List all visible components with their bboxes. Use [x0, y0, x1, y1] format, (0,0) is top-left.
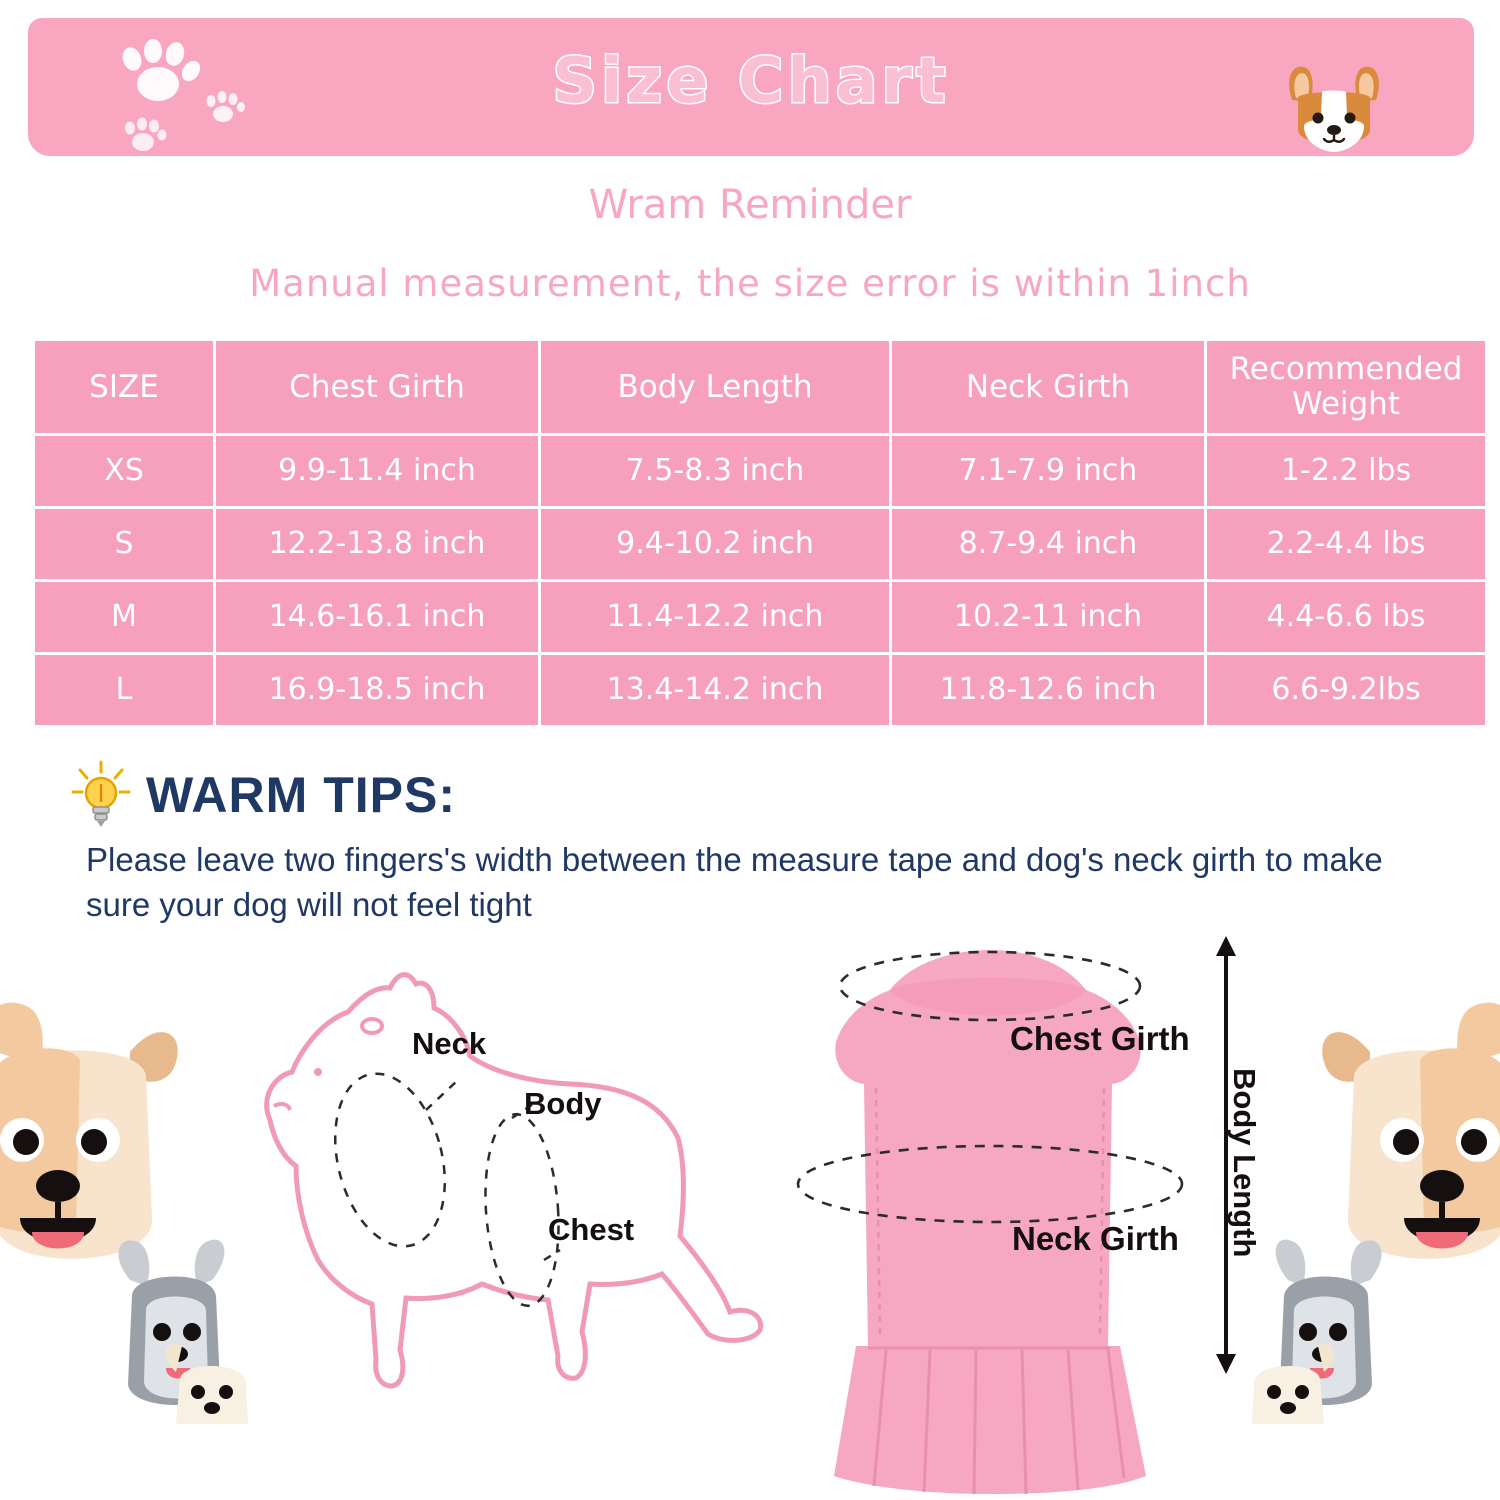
column-header-neck-girth: Neck Girth	[892, 341, 1204, 433]
cell-size: M	[35, 582, 213, 652]
column-header-body-length: Body Length	[541, 341, 889, 433]
cell-recommended-weight: 2.2-4.4 lbs	[1207, 509, 1485, 579]
cartoon-dog-icon	[0, 980, 250, 1430]
cell-chest-girth: 12.2-13.8 inch	[216, 509, 538, 579]
cell-size: L	[35, 655, 213, 725]
table-row	[35, 509, 1485, 579]
illustration-area	[0, 930, 1500, 1500]
label-body-length: Body Length	[1227, 1068, 1262, 1258]
warm-tips-title: WARM TIPS:	[146, 767, 456, 823]
lightbulb-icon	[70, 760, 132, 830]
cartoon-dog-icon	[1250, 980, 1500, 1430]
cell-body-length: 13.4-14.2 inch	[541, 655, 889, 725]
label-neck: Neck	[412, 1026, 487, 1061]
reminder-subtitle: Manual measurement, the size error is within 1inch	[249, 262, 1251, 305]
corgi-icon	[1274, 56, 1394, 156]
cell-recommended-weight: 4.4-6.6 lbs	[1207, 582, 1485, 652]
cell-chest-girth: 14.6-16.1 inch	[216, 582, 538, 652]
table-row	[35, 436, 1485, 506]
cell-neck-girth: 8.7-9.4 inch	[892, 509, 1204, 579]
label-chest-girth: Chest Girth	[1010, 1020, 1190, 1057]
label-chest: Chest	[548, 1212, 635, 1247]
column-header-recommended-weight: Recommended Weight	[1207, 341, 1485, 433]
cell-neck-girth: 7.1-7.9 inch	[892, 436, 1204, 506]
cell-size: XS	[35, 436, 213, 506]
column-header-size: SIZE	[35, 341, 213, 433]
column-header-chest-girth: Chest Girth	[216, 341, 538, 433]
label-neck-girth: Neck Girth	[1012, 1220, 1179, 1257]
table-row	[35, 582, 1485, 652]
table-row	[35, 655, 1485, 725]
dog-measurement-outline	[230, 960, 800, 1430]
header-banner	[28, 18, 1474, 156]
cell-neck-girth: 11.8-12.6 inch	[892, 655, 1204, 725]
size-table	[32, 338, 1470, 728]
label-body: Body	[524, 1086, 602, 1121]
cell-body-length: 9.4-10.2 inch	[541, 509, 889, 579]
cell-neck-girth: 10.2-11 inch	[892, 582, 1204, 652]
cell-body-length: 7.5-8.3 inch	[541, 436, 889, 506]
cell-recommended-weight: 1-2.2 lbs	[1207, 436, 1485, 506]
cell-body-length: 11.4-12.2 inch	[541, 582, 889, 652]
cell-chest-girth: 16.9-18.5 inch	[216, 655, 538, 725]
cell-recommended-weight: 6.6-9.2lbs	[1207, 655, 1485, 725]
reminder-title: Wram Reminder	[588, 182, 912, 228]
table-header-row	[35, 341, 1485, 433]
cell-chest-girth: 9.9-11.4 inch	[216, 436, 538, 506]
page-title: Size Chart	[552, 44, 950, 117]
warm-tips-body: Please leave two fingers's width between the measure tape and dog's neck girth to make sure your dog will not feel tight	[86, 841, 1383, 923]
warm-tips-header	[70, 760, 456, 830]
cell-size: S	[35, 509, 213, 579]
